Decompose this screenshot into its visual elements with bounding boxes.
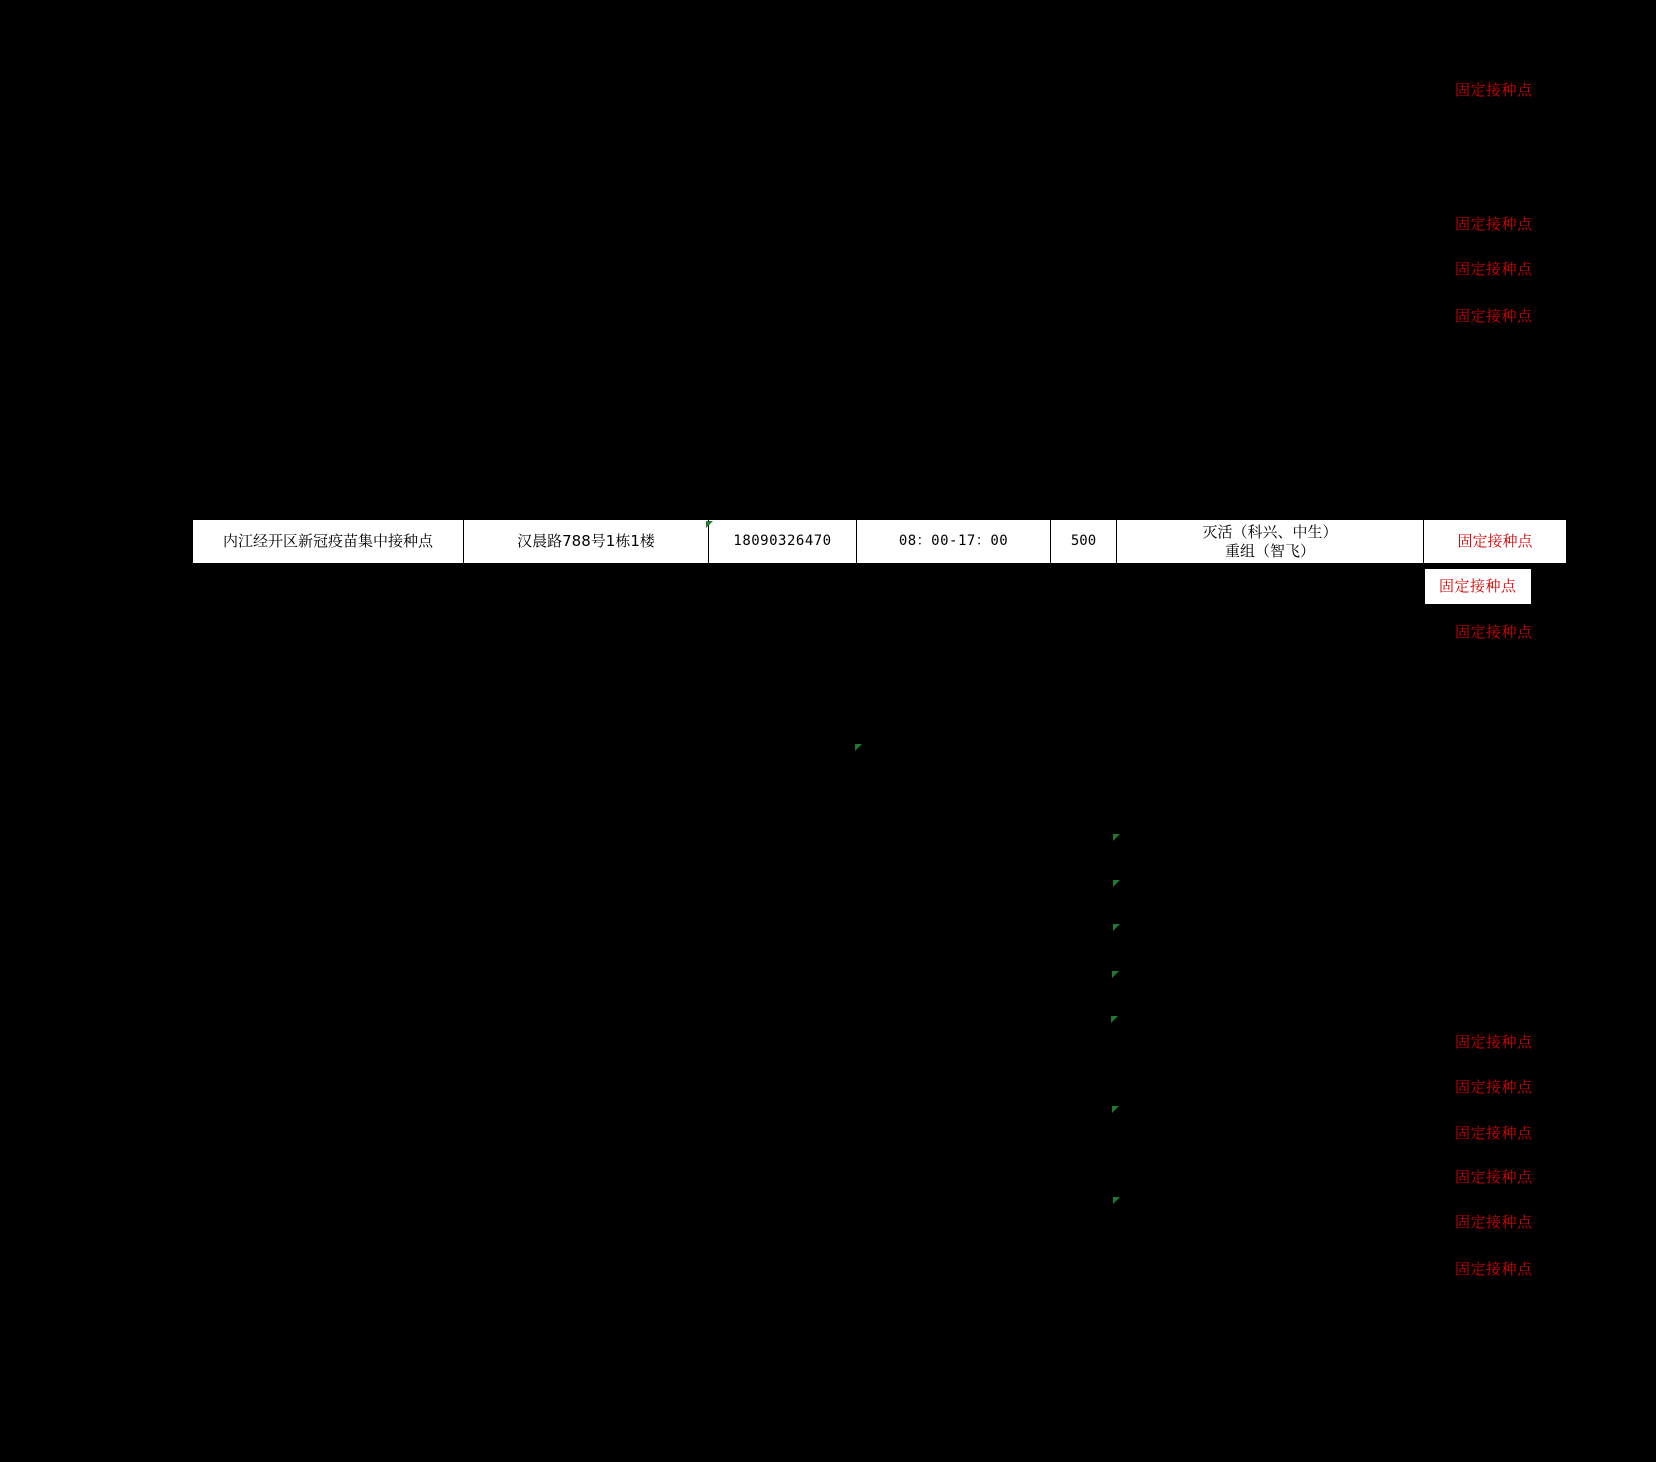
cell-address: 汉晨路788号1栋1楼 [464, 519, 709, 564]
green-marker-icon [1113, 924, 1120, 931]
green-marker-icon [1112, 1106, 1119, 1113]
site-type-label: 固定接种点 [1455, 623, 1533, 641]
green-marker-icon [1113, 880, 1120, 887]
cell-capacity: 500 [1051, 519, 1117, 564]
site-type-label: 固定接种点 [1455, 1078, 1533, 1096]
vaccine-type-line-1: 灭活（科兴、中生） [1202, 522, 1338, 541]
green-marker-icon [855, 744, 862, 751]
site-type-label: 固定接种点 [1455, 307, 1533, 325]
site-type-label: 固定接种点 [1455, 260, 1533, 278]
green-marker-icon [706, 521, 713, 528]
green-marker-icon [1113, 1197, 1120, 1204]
site-type-label: 固定接种点 [1424, 568, 1532, 605]
vaccination-site-row [192, 519, 1567, 564]
site-type-label: 固定接种点 [1455, 215, 1533, 233]
green-marker-icon [1111, 1016, 1118, 1023]
site-type-label: 固定接种点 [1455, 1033, 1533, 1051]
site-type-label: 固定接种点 [1455, 1124, 1533, 1142]
vaccine-type-line-2: 重组（智飞） [1224, 541, 1315, 560]
site-type-label: 固定接种点 [1455, 1213, 1533, 1231]
cell-phone: 18090326470 [709, 519, 857, 564]
green-marker-icon [1113, 834, 1120, 841]
cell-vaccine-types [1117, 519, 1424, 564]
site-type-label: 固定接种点 [1455, 1168, 1533, 1186]
site-type-label: 固定接种点 [1455, 1260, 1533, 1278]
cell-site-name: 内江经开区新冠疫苗集中接种点 [192, 519, 464, 564]
cell-site-type: 固定接种点 [1424, 519, 1567, 564]
cell-hours: 08：00-17：00 [857, 519, 1051, 564]
green-marker-icon [1112, 971, 1119, 978]
site-type-label: 固定接种点 [1455, 81, 1533, 99]
